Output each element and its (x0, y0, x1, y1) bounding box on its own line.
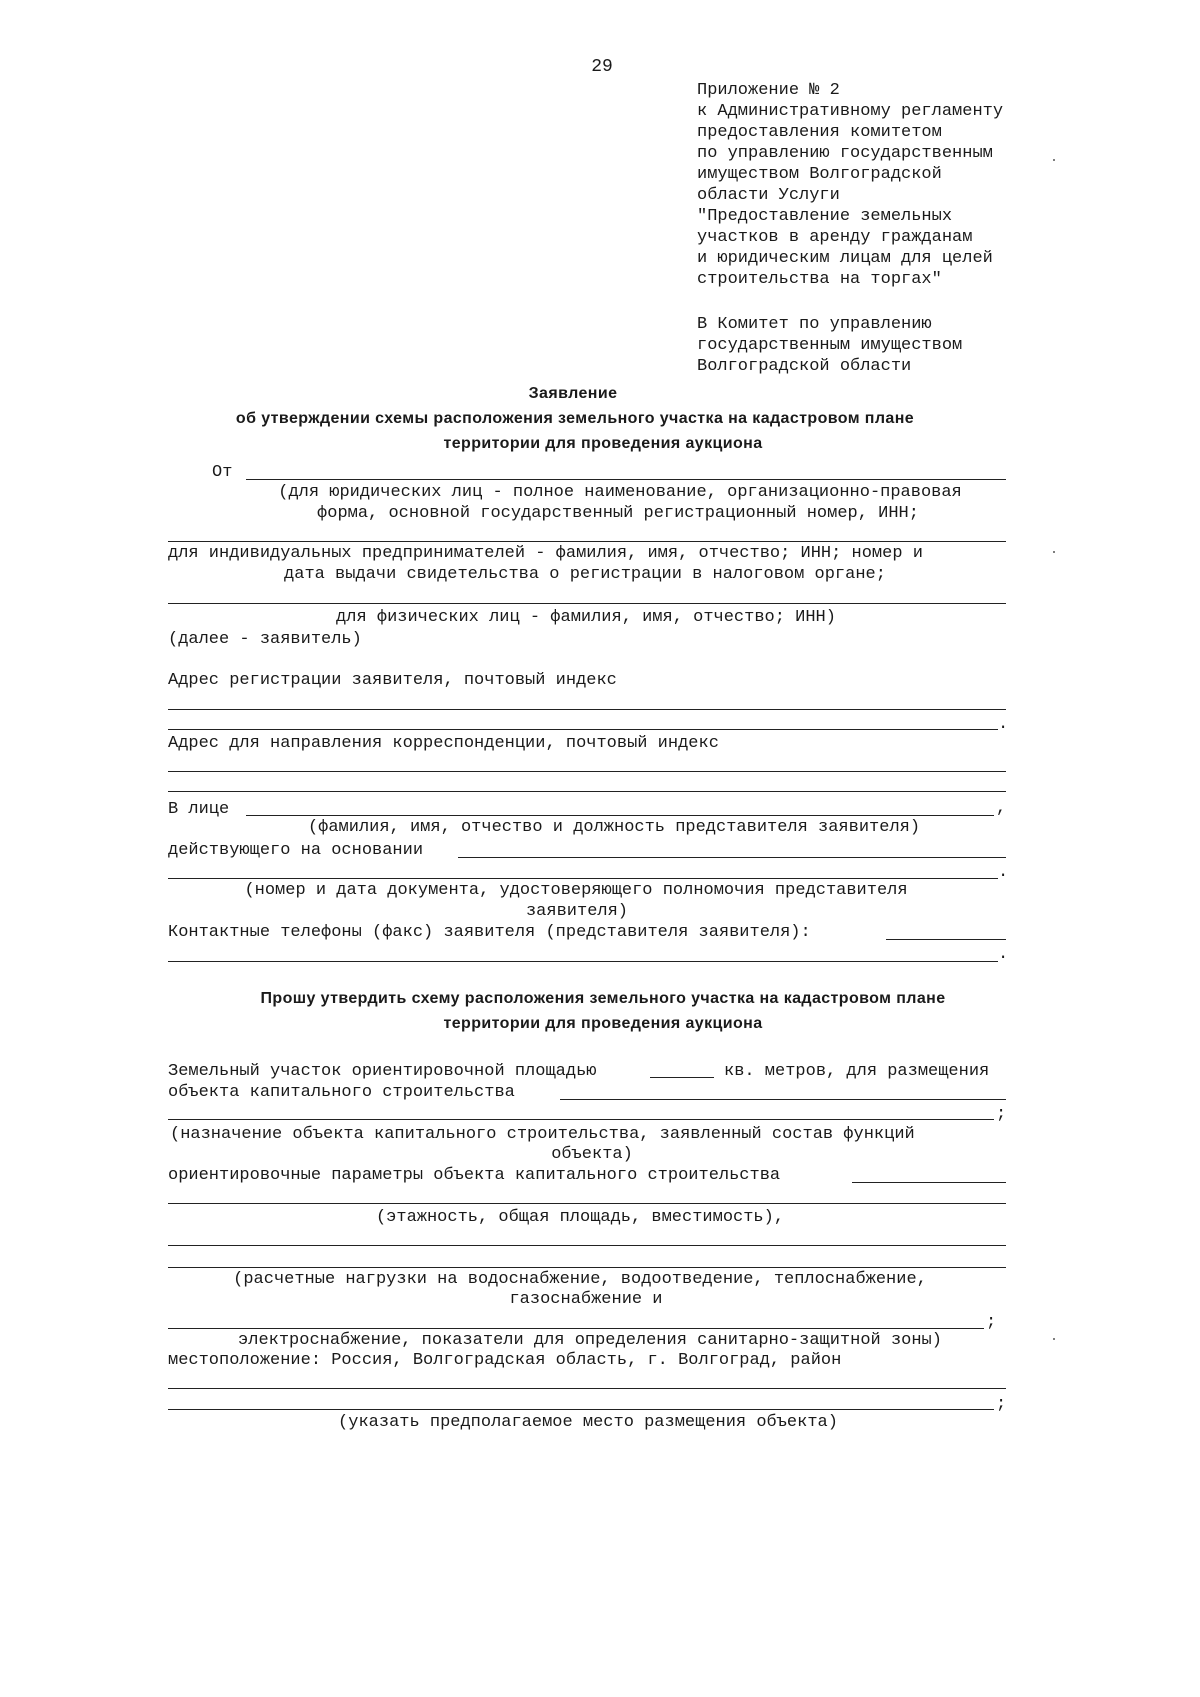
document-subtitle-line2: территории для проведения аукциона (443, 435, 763, 452)
purpose-hint-cont: объекта) (551, 1145, 633, 1164)
phones-field-1[interactable] (886, 939, 1006, 940)
semicolon-mark: ; (986, 1313, 997, 1332)
from-label: От (212, 463, 233, 482)
appendix-line: предоставления комитетом (697, 123, 942, 142)
representative-field[interactable] (246, 815, 994, 816)
object-label: объекта капитального строительства (168, 1083, 515, 1102)
applicant-field-2[interactable] (168, 541, 1006, 542)
loads-field-2[interactable] (168, 1267, 1006, 1268)
semicolon-mark: ; (996, 1105, 1007, 1124)
location-hint: (указать предполагаемое место размещения объекта) (338, 1413, 838, 1432)
from-field[interactable] (246, 479, 1006, 480)
basis-label: действующего на основании (168, 841, 424, 860)
loads-field-1[interactable] (168, 1245, 1006, 1246)
hint-legal-entity-cont: форма, основной государственный регистрационный номер, ИНН; (317, 504, 919, 523)
registration-address-label: Адрес регистрации заявителя, почтовый индекс (168, 671, 617, 690)
request-heading-line2: территории для проведения аукциона (443, 1015, 763, 1032)
phones-field-2[interactable] (168, 961, 998, 962)
params-hint: (этажность, общая площадь, вместимость), (375, 1208, 785, 1227)
loads-hint-end: электроснабжение, показатели для определения санитарно-защитной зоны) (238, 1331, 942, 1350)
purpose-hint: (назначение объекта капитального строительства, заявленный состав функций (170, 1125, 915, 1144)
appendix-line: по управлению государственным (697, 144, 993, 163)
scan-speck (1053, 551, 1055, 553)
hint-legal-entity: (для юридических лиц - полное наименование, организационно-правовая (278, 483, 962, 502)
representative-hint: (фамилия, имя, отчество и должность представителя заявителя) (307, 818, 921, 837)
params-label: ориентировочные параметры объекта капитального строительства (168, 1166, 781, 1185)
object-field-1[interactable] (560, 1099, 1006, 1100)
area-label-cont: кв. метров, для размещения (724, 1062, 990, 1081)
basis-field-2[interactable] (168, 878, 998, 879)
basis-hint-cont: заявителя) (525, 902, 629, 921)
scan-speck (1053, 1338, 1055, 1340)
appendix-line: Приложение № 2 (697, 81, 840, 100)
location-label: местоположение: Россия, Волгоградская область, г. Волгоград, район (168, 1351, 842, 1370)
appendix-line: области Услуги (697, 186, 840, 205)
semicolon-mark: ; (996, 1395, 1007, 1414)
phones-label: Контактные телефоны (факс) заявителя (представителя заявителя): (168, 923, 811, 942)
page-number: 29 (591, 57, 613, 77)
request-heading-line1: Прошу утвердить схему расположения земельного участка на кадастровом плане (260, 990, 946, 1007)
correspondence-address-field-2[interactable] (168, 791, 1006, 792)
hint-entrepreneur-cont: дата выдачи свидетельства о регистрации в налоговом органе; (284, 565, 886, 584)
dot-mark: . (998, 715, 1009, 734)
area-label: Земельный участок ориентировочной площадью (168, 1062, 597, 1081)
location-field-2[interactable] (168, 1409, 994, 1410)
scan-speck (1053, 159, 1055, 161)
params-field-2[interactable] (168, 1203, 1006, 1204)
loads-hint: (расчетные нагрузки на водоснабжение, водоотведение, теплоснабжение, (233, 1270, 927, 1289)
object-field-2[interactable] (168, 1119, 994, 1120)
addressee-line: В Комитет по управлению (697, 315, 932, 334)
document-title: Заявление (528, 385, 618, 402)
area-field[interactable] (650, 1077, 714, 1078)
addressee-line: государственным имуществом (697, 336, 963, 355)
hint-further-applicant: (далее - заявитель) (168, 630, 362, 649)
comma-mark: , (996, 799, 1007, 818)
addressee-line: Волгоградской области (697, 357, 912, 376)
appendix-line: "Предоставление земельных (697, 207, 953, 226)
appendix-line: строительства на торгах" (697, 270, 942, 289)
dot-mark: . (998, 863, 1009, 882)
appendix-line: к Административному регламенту (697, 102, 1004, 121)
hint-entrepreneur: для индивидуальных предпринимателей - фамилия, имя, отчество; ИНН; номер и (168, 544, 923, 563)
applicant-field-3[interactable] (168, 603, 1006, 604)
loads-hint-cont: газоснабжение и (509, 1290, 663, 1309)
document-subtitle-line1: об утверждении схемы расположения земельного участка на кадастровом плане (235, 410, 915, 427)
basis-field-1[interactable] (458, 857, 1006, 858)
params-field-1[interactable] (852, 1182, 1006, 1183)
hint-individual: для физических лиц - фамилия, имя, отчество; ИНН) (336, 608, 836, 627)
registration-address-field-2[interactable] (168, 729, 998, 730)
appendix-line: и юридическим лицам для целей (697, 249, 993, 268)
correspondence-address-field-1[interactable] (168, 771, 1006, 772)
location-field-1[interactable] (168, 1388, 1006, 1389)
appendix-line: участков в аренду гражданам (697, 228, 973, 247)
representative-label: В лице (168, 800, 230, 819)
registration-address-field-1[interactable] (168, 709, 1006, 710)
basis-hint: (номер и дата документа, удостоверяющего полномочия представителя (244, 881, 908, 900)
appendix-line: имуществом Волгоградской (697, 165, 942, 184)
dot-mark: . (998, 945, 1009, 964)
correspondence-address-label: Адрес для направления корреспонденции, почтовый индекс (168, 734, 719, 753)
loads-field-3[interactable] (168, 1328, 984, 1329)
